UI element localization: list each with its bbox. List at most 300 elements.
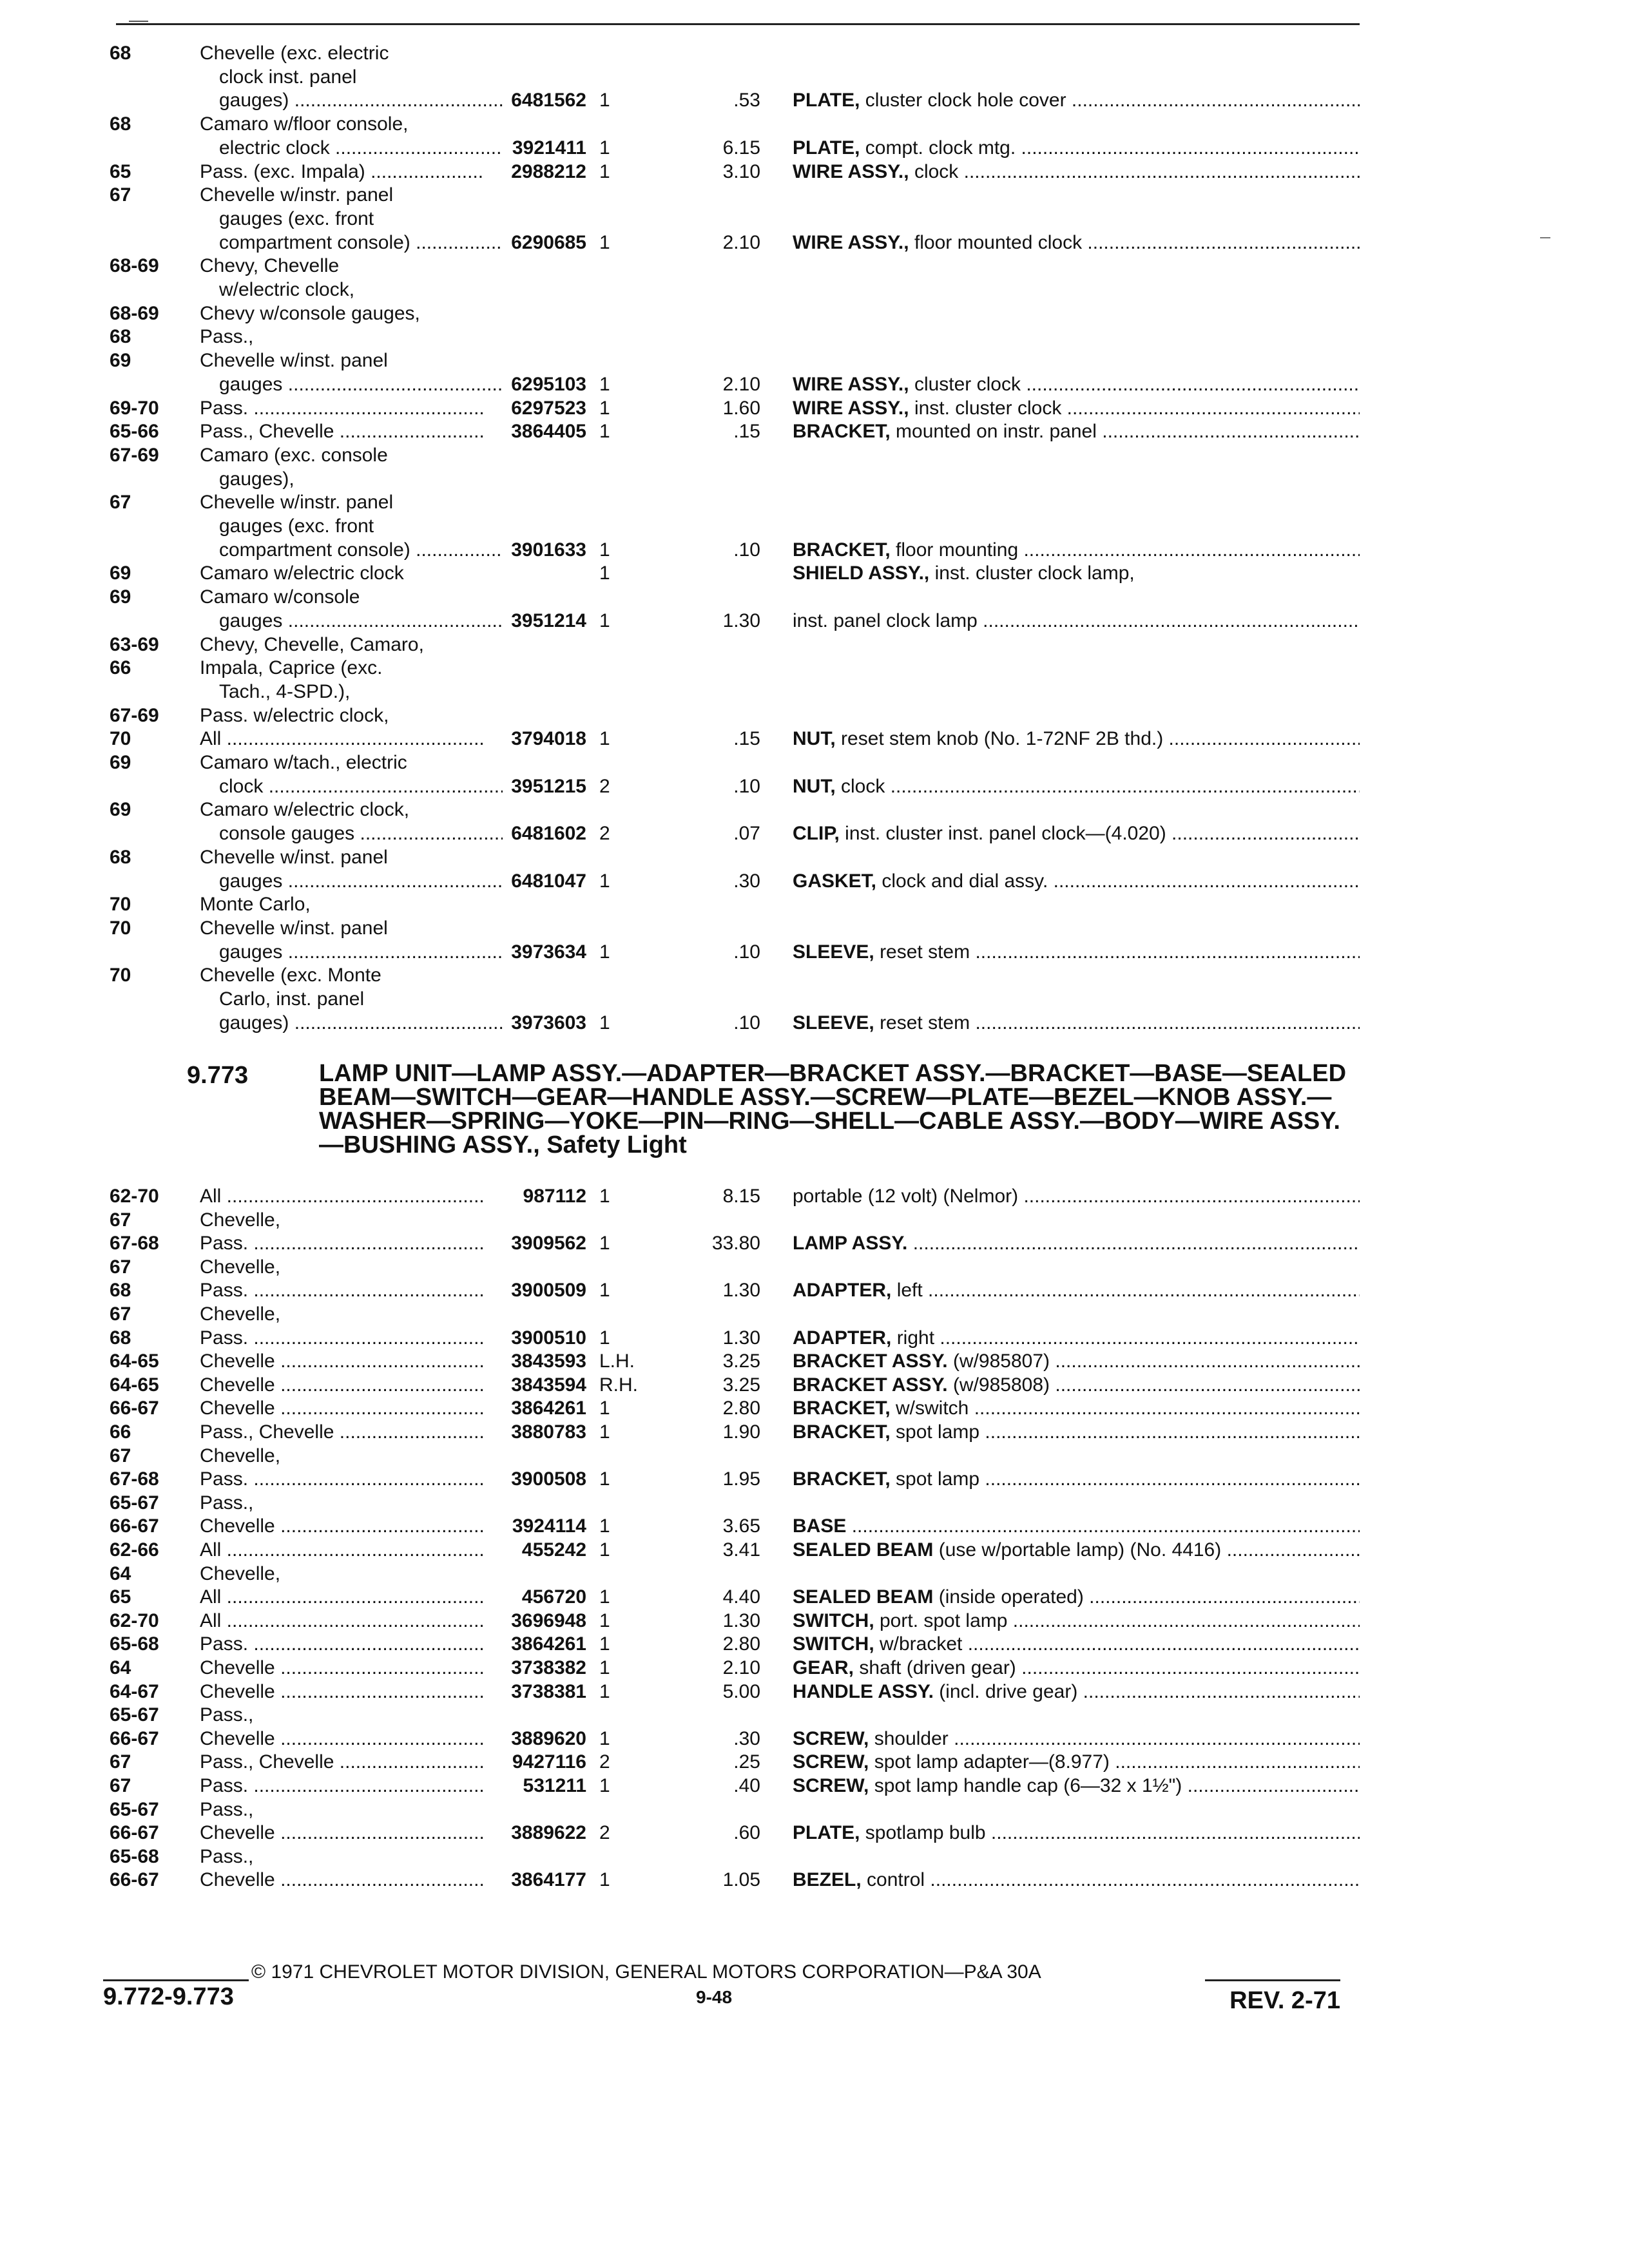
part-name-detail: (inside operated) — [938, 1586, 1084, 1608]
part-name — [793, 1633, 1360, 1655]
parts-row — [0, 326, 1629, 348]
quantity: 1 — [599, 90, 610, 111]
part-name — [793, 1327, 1360, 1349]
application-description: Camaro w/floor console, — [200, 113, 409, 135]
price: .30 — [733, 1727, 760, 1749]
price: 3.65 — [722, 1515, 760, 1537]
application-description: Chevelle, — [200, 1209, 281, 1231]
parts-row — [0, 1633, 1629, 1655]
application-description: Chevelle, — [200, 1445, 281, 1466]
part-number: 3864261 — [511, 1633, 586, 1655]
application-description: Pass. ..... — [200, 1233, 483, 1254]
model-years: 67 — [110, 1303, 131, 1325]
parts-row — [0, 66, 1629, 88]
model-years: 69-70 — [110, 397, 159, 419]
copyright: © 1971 CHEVROLET MOTOR DIVISION, GENERAL MOTORS CORPORATION—P&A 30A — [251, 1961, 1041, 1983]
model-years: 65 — [110, 160, 131, 182]
part-name — [793, 398, 1360, 419]
application-description: Pass. (exc. Impala) ..... — [200, 161, 483, 183]
part-number: 3900508 — [511, 1468, 586, 1490]
model-years: 62-66 — [110, 1539, 159, 1561]
parts-row — [0, 752, 1629, 774]
part-name-bold: PLATE, — [793, 137, 860, 159]
parts-row — [0, 965, 1629, 986]
parts-row — [0, 705, 1629, 727]
part-number: 3864405 — [511, 421, 586, 443]
part-name-bold: SHIELD ASSY., — [793, 562, 930, 584]
part-number: 987112 — [523, 1186, 586, 1207]
part-name-bold: SCREW, — [793, 1775, 869, 1796]
part-number: 3973603 — [511, 1012, 586, 1033]
part-name — [793, 1751, 1360, 1773]
parts-row — [0, 918, 1629, 939]
part-name-bold: BRACKET, — [793, 539, 891, 561]
part-number: 6290685 — [511, 231, 586, 253]
part-name-bold: BRACKET, — [793, 1421, 891, 1443]
application-description: Carlo, inst. panel — [219, 988, 365, 1010]
part-name — [793, 161, 1360, 183]
parts-row — [0, 1233, 1629, 1254]
application-description: Chevelle ..... — [200, 1515, 483, 1537]
application-description: Chevelle w/inst. panel — [200, 350, 388, 372]
application-description: Chevy w/console gauges, — [200, 302, 420, 324]
model-years: 70 — [110, 728, 131, 750]
quantity: 1 — [599, 1398, 610, 1419]
part-name-bold: ADAPTER, — [793, 1280, 892, 1302]
part-number: 6295103 — [511, 373, 586, 395]
model-years: 67 — [110, 1445, 131, 1466]
parts-row — [0, 1657, 1629, 1679]
part-number: 3843594 — [511, 1374, 586, 1396]
application-description: Chevelle, — [200, 1303, 281, 1325]
part-number: 3889622 — [511, 1822, 586, 1844]
price: 2.80 — [722, 1633, 760, 1655]
parts-row — [0, 1610, 1629, 1632]
application-description: Pass. w/electric clock, — [200, 704, 389, 726]
part-name-bold: SEALED BEAM — [793, 1539, 934, 1561]
parts-row — [0, 113, 1629, 135]
application-description: Camaro (exc. console — [200, 444, 388, 466]
part-name — [793, 1869, 1360, 1891]
model-years: 68 — [110, 1327, 131, 1349]
part-name-bold: BRACKET ASSY. — [793, 1374, 948, 1396]
parts-row — [0, 1186, 1629, 1207]
parts-row — [0, 1751, 1629, 1773]
parts-row — [0, 1775, 1629, 1797]
quantity: 1 — [599, 562, 610, 584]
price: 1.90 — [722, 1421, 760, 1443]
model-years: 68 — [110, 326, 131, 348]
application-description: Chevelle ..... — [200, 1869, 483, 1891]
application-description: Monte Carlo, — [200, 894, 311, 916]
application-description: Impala, Caprice (exc. — [200, 657, 383, 679]
section-number: 9.773 — [187, 1062, 249, 1089]
application-description: Pass. ..... — [200, 398, 483, 419]
part-number: 3921411 — [512, 137, 586, 159]
top-rule — [116, 23, 1360, 25]
application-description: gauges (exc. front — [219, 515, 374, 537]
parts-row — [0, 398, 1629, 419]
application-description: gauges ..... — [219, 941, 503, 963]
part-name — [793, 1012, 1360, 1034]
parts-row — [0, 823, 1629, 845]
price: 2.10 — [722, 231, 760, 253]
part-name-detail: cluster clock hole cover — [865, 90, 1066, 111]
part-name — [793, 870, 1360, 892]
part-number: 9427116 — [512, 1751, 586, 1773]
model-years: 63-69 — [110, 633, 159, 655]
parts-row — [0, 539, 1629, 561]
parts-row — [0, 184, 1629, 206]
part-name-detail: spot lamp adapter—(8.977) — [874, 1751, 1110, 1773]
quantity: 1 — [599, 728, 610, 750]
part-name — [793, 539, 1360, 561]
model-years: 66 — [110, 657, 131, 679]
part-number: 3880783 — [511, 1421, 586, 1443]
part-name — [793, 1186, 1360, 1207]
parts-row — [0, 941, 1629, 963]
application-description: clock ..... — [219, 776, 503, 798]
model-years: 70 — [110, 965, 131, 986]
part-name-detail: w/switch — [896, 1398, 969, 1419]
part-name — [793, 232, 1360, 254]
part-number: 3909562 — [511, 1233, 586, 1254]
parts-row — [0, 1327, 1629, 1349]
application-description: Pass., Chevelle ..... — [200, 1421, 483, 1443]
part-number: 6481047 — [511, 870, 586, 892]
model-years: 69 — [110, 562, 131, 584]
part-number: 3843593 — [511, 1350, 586, 1372]
parts-row — [0, 1280, 1629, 1302]
part-name — [793, 1728, 1360, 1750]
price: 1.95 — [722, 1468, 760, 1490]
model-years: 68 — [110, 113, 131, 135]
application-description: Chevelle w/instr. panel — [200, 184, 394, 206]
part-name-detail: control — [867, 1869, 925, 1891]
part-name — [793, 1280, 1360, 1302]
model-years: 67-68 — [110, 1233, 159, 1254]
part-number: 3973634 — [511, 941, 586, 963]
quantity: 1 — [599, 397, 610, 419]
part-name-detail: clock and dial assy. — [882, 870, 1048, 892]
parts-row — [0, 1350, 1629, 1372]
parts-row — [0, 1681, 1629, 1703]
application-description: Chevelle ..... — [200, 1657, 483, 1679]
parts-row — [0, 1398, 1629, 1419]
parts-row — [0, 515, 1629, 537]
model-years: 64-65 — [110, 1374, 159, 1396]
price: .07 — [733, 823, 760, 845]
part-name-detail: floor mounting — [896, 539, 1019, 561]
quantity: 1 — [599, 941, 610, 963]
model-years: 65-67 — [110, 1704, 159, 1726]
part-name-detail: spot lamp — [896, 1421, 980, 1443]
model-years: 62-70 — [110, 1186, 159, 1207]
part-number: 3901633 — [511, 539, 586, 561]
quantity: 1 — [599, 160, 610, 182]
part-name-detail: port. spot lamp — [880, 1610, 1008, 1631]
part-number: 3864177 — [511, 1869, 586, 1891]
price: 2.10 — [722, 1657, 760, 1678]
parts-row — [0, 894, 1629, 916]
part-name-bold: ADAPTER, — [793, 1327, 892, 1349]
price: 33.80 — [711, 1233, 760, 1254]
application-description: Chevelle w/instr. panel — [200, 492, 394, 514]
section-title: LAMP UNIT—LAMP ASSY.—ADAPTER—BRACKET ASSY.—BRACKET—BASE—SEALED BEAM—SWITCH—GEAR—HANDLE ASSY.—SCREW—PLATE—BEZEL—KNOB ASSY.—WASHER—SPRING—YOKE—PIN—RING—SHELL—CABLE ASSY.—BODY—WIRE ASSY.—BUSHING ASSY., Safety Light — [319, 1060, 1347, 1158]
application-description: compartment console) ..... — [219, 232, 503, 254]
model-years: 67-69 — [110, 444, 159, 466]
part-name — [793, 610, 1360, 632]
top-rule-stub — [129, 21, 148, 22]
quantity: 1 — [599, 610, 610, 631]
part-name-bold: WIRE ASSY., — [793, 373, 909, 395]
part-number: 3889620 — [511, 1727, 586, 1749]
part-name-bold: BEZEL, — [793, 1869, 862, 1891]
model-years: 70 — [110, 894, 131, 916]
application-description: Chevelle, — [200, 1562, 281, 1584]
application-description: w/electric clock, — [219, 279, 355, 300]
parts-row — [0, 279, 1629, 301]
quantity: 1 — [599, 1633, 610, 1655]
application-description: Chevelle ..... — [200, 1374, 483, 1396]
price: .25 — [733, 1751, 760, 1773]
parts-row — [0, 1822, 1629, 1844]
part-name — [793, 137, 1360, 159]
quantity: L.H. — [599, 1350, 635, 1372]
part-name-bold: WIRE ASSY., — [793, 160, 909, 182]
part-name-bold: SEALED BEAM — [793, 1586, 934, 1608]
application-description: Pass., — [200, 1798, 254, 1820]
parts-row — [0, 1515, 1629, 1537]
price: .10 — [733, 775, 760, 797]
part-name-detail: w/bracket — [880, 1633, 963, 1655]
application-description: electric clock ..... — [219, 137, 503, 159]
price: .15 — [733, 421, 760, 443]
price: .10 — [733, 539, 760, 561]
application-description: Pass. ..... — [200, 1633, 483, 1655]
price: 4.40 — [722, 1586, 760, 1608]
application-description: gauges ..... — [219, 610, 503, 632]
parts-row — [0, 208, 1629, 230]
part-name-bold: GASKET, — [793, 870, 877, 892]
model-years: 62-70 — [110, 1610, 159, 1631]
part-name-detail: reset stem — [880, 941, 970, 963]
model-years: 66-67 — [110, 1515, 159, 1537]
model-years: 65-66 — [110, 421, 159, 443]
application-description: Pass., Chevelle ..... — [200, 421, 483, 443]
model-years: 69 — [110, 752, 131, 773]
parts-row — [0, 1012, 1629, 1034]
application-description: Chevelle ..... — [200, 1350, 483, 1372]
part-number: 3951215 — [511, 775, 586, 797]
quantity: 1 — [599, 1680, 610, 1702]
price: 3.25 — [722, 1350, 760, 1372]
application-description: Pass., — [200, 1492, 254, 1514]
part-name-bold: SCREW, — [793, 1751, 869, 1773]
parts-row — [0, 728, 1629, 750]
model-years: 67 — [110, 1751, 131, 1773]
model-years: 70 — [110, 917, 131, 939]
price: .40 — [733, 1775, 760, 1796]
parts-row — [0, 1563, 1629, 1585]
part-name-bold: BRACKET, — [793, 1398, 891, 1419]
application-description: Camaro w/electric clock — [200, 562, 404, 584]
model-years: 67 — [110, 184, 131, 206]
model-years: 68 — [110, 846, 131, 868]
part-name-bold: PLATE, — [793, 90, 860, 111]
parts-row — [0, 1539, 1629, 1561]
price: 1.30 — [722, 610, 760, 631]
application-description: Pass. ..... — [200, 1468, 483, 1490]
parts-row — [0, 586, 1629, 608]
price: .60 — [733, 1822, 760, 1844]
part-name-detail: clock — [914, 160, 959, 182]
model-years: 65-68 — [110, 1633, 159, 1655]
application-description: Camaro w/electric clock, — [200, 799, 410, 821]
part-name — [793, 1681, 1360, 1703]
part-name — [793, 823, 1360, 845]
parts-row — [0, 232, 1629, 254]
parts-row — [0, 1303, 1629, 1325]
part-number: 6481562 — [511, 90, 586, 111]
quantity: 1 — [599, 1869, 610, 1891]
application-description: Pass., — [200, 1845, 254, 1867]
quantity: 1 — [599, 1186, 610, 1207]
model-years: 65-67 — [110, 1492, 159, 1514]
parts-row — [0, 870, 1629, 892]
part-name-detail: spot lamp handle cap (6—32 x 1½") — [874, 1775, 1182, 1796]
part-name-detail: floor mounted clock — [914, 231, 1083, 253]
part-name-bold: SLEEVE, — [793, 941, 874, 963]
part-name-bold: BRACKET, — [793, 1468, 891, 1490]
model-years: 64-65 — [110, 1350, 159, 1372]
quantity: 1 — [599, 1539, 610, 1561]
price: .30 — [733, 870, 760, 892]
application-description: Camaro w/tach., electric — [200, 752, 407, 773]
part-name-detail: compt. clock mtg. — [865, 137, 1016, 159]
part-number: 3738381 — [511, 1680, 586, 1702]
quantity: 1 — [599, 373, 610, 395]
part-number: 456720 — [521, 1586, 586, 1608]
model-years: 64 — [110, 1562, 131, 1584]
footer-rule-right — [1205, 1979, 1340, 1981]
application-description: gauges), — [219, 468, 294, 490]
application-description: All ..... — [200, 1539, 483, 1561]
model-years: 67 — [110, 1775, 131, 1796]
part-name — [793, 1398, 1360, 1419]
parts-row — [0, 1468, 1629, 1490]
application-description: console gauges ..... — [219, 823, 503, 845]
part-name-bold: BRACKET, — [793, 421, 891, 443]
quantity: 1 — [599, 1327, 610, 1349]
part-name — [793, 1468, 1360, 1490]
quantity: 1 — [599, 1280, 610, 1302]
part-number: 3924114 — [512, 1515, 586, 1537]
part-number: 3738382 — [511, 1657, 586, 1678]
parts-row — [0, 1869, 1629, 1891]
part-name — [793, 1586, 1360, 1608]
application-description: Chevelle, — [200, 1256, 281, 1278]
application-description: gauges) ..... — [219, 1012, 503, 1034]
application-description: All ..... — [200, 728, 483, 750]
application-description: All ..... — [200, 1610, 483, 1632]
quantity: 1 — [599, 1610, 610, 1631]
part-name-detail: clock — [841, 775, 885, 797]
parts-row — [0, 1799, 1629, 1821]
part-name-detail: (use w/portable lamp) (No. 4416) — [938, 1539, 1222, 1561]
application-description: gauges (exc. front — [219, 207, 374, 229]
part-name-detail: inst. panel clock lamp — [793, 610, 978, 631]
parts-row — [0, 350, 1629, 372]
page-number: 9-48 — [696, 1987, 733, 2007]
part-name-bold: BRACKET ASSY. — [793, 1350, 948, 1372]
parts-row — [0, 1728, 1629, 1750]
part-name-bold: SWITCH, — [793, 1610, 874, 1631]
parts-row — [0, 161, 1629, 183]
part-name-detail: reset stem knob (No. 1-72NF 2B thd.) — [841, 728, 1164, 750]
part-number: 3900510 — [511, 1327, 586, 1349]
part-name-bold: WIRE ASSY., — [793, 397, 909, 419]
application-description: gauges ..... — [219, 870, 503, 892]
price: 8.15 — [722, 1186, 760, 1207]
part-name-bold: CLIP, — [793, 823, 840, 845]
quantity: 1 — [599, 137, 610, 159]
model-years: 64 — [110, 1657, 131, 1678]
quantity: R.H. — [599, 1374, 638, 1396]
application-description: Chevelle w/inst. panel — [200, 846, 388, 868]
quantity: 1 — [599, 1233, 610, 1254]
parts-row — [0, 1586, 1629, 1608]
parts-row — [0, 492, 1629, 514]
parts-row — [0, 374, 1629, 396]
part-name-detail: (incl. drive gear) — [939, 1680, 1078, 1702]
model-years: 64-67 — [110, 1680, 159, 1702]
quantity: 1 — [599, 1012, 610, 1033]
application-description: Chevelle ..... — [200, 1681, 483, 1703]
part-name-bold: WIRE ASSY., — [793, 231, 909, 253]
part-name-detail: left — [896, 1280, 923, 1302]
part-name-detail: inst. cluster clock lamp, — [934, 562, 1135, 584]
price: .15 — [733, 728, 760, 750]
part-number: 3696948 — [511, 1610, 586, 1631]
model-years: 68-69 — [110, 255, 159, 277]
parts-row — [0, 1846, 1629, 1868]
application-description: gauges ..... — [219, 374, 503, 396]
price: 5.00 — [722, 1680, 760, 1702]
application-description: Tach., 4-SPD.), — [219, 680, 351, 702]
part-name-bold: HANDLE ASSY. — [793, 1680, 934, 1702]
parts-row — [0, 562, 1629, 584]
part-name — [793, 1657, 1360, 1679]
quantity: 1 — [599, 1727, 610, 1749]
quantity: 1 — [599, 1586, 610, 1608]
price: 2.10 — [722, 373, 760, 395]
part-name — [793, 562, 1360, 584]
part-name — [793, 1374, 1360, 1396]
model-years: 67 — [110, 492, 131, 514]
application-description: Chevelle ..... — [200, 1398, 483, 1419]
parts-row — [0, 988, 1629, 1010]
model-years: 67 — [110, 1209, 131, 1231]
part-name-bold: BASE — [793, 1515, 847, 1537]
application-description: Pass. ..... — [200, 1280, 483, 1302]
application-description: All ..... — [200, 1186, 483, 1207]
model-years: 69 — [110, 586, 131, 608]
part-name-bold: NUT, — [793, 728, 836, 750]
parts-row — [0, 1492, 1629, 1514]
quantity: 2 — [599, 1751, 610, 1773]
part-name — [793, 1515, 1360, 1537]
